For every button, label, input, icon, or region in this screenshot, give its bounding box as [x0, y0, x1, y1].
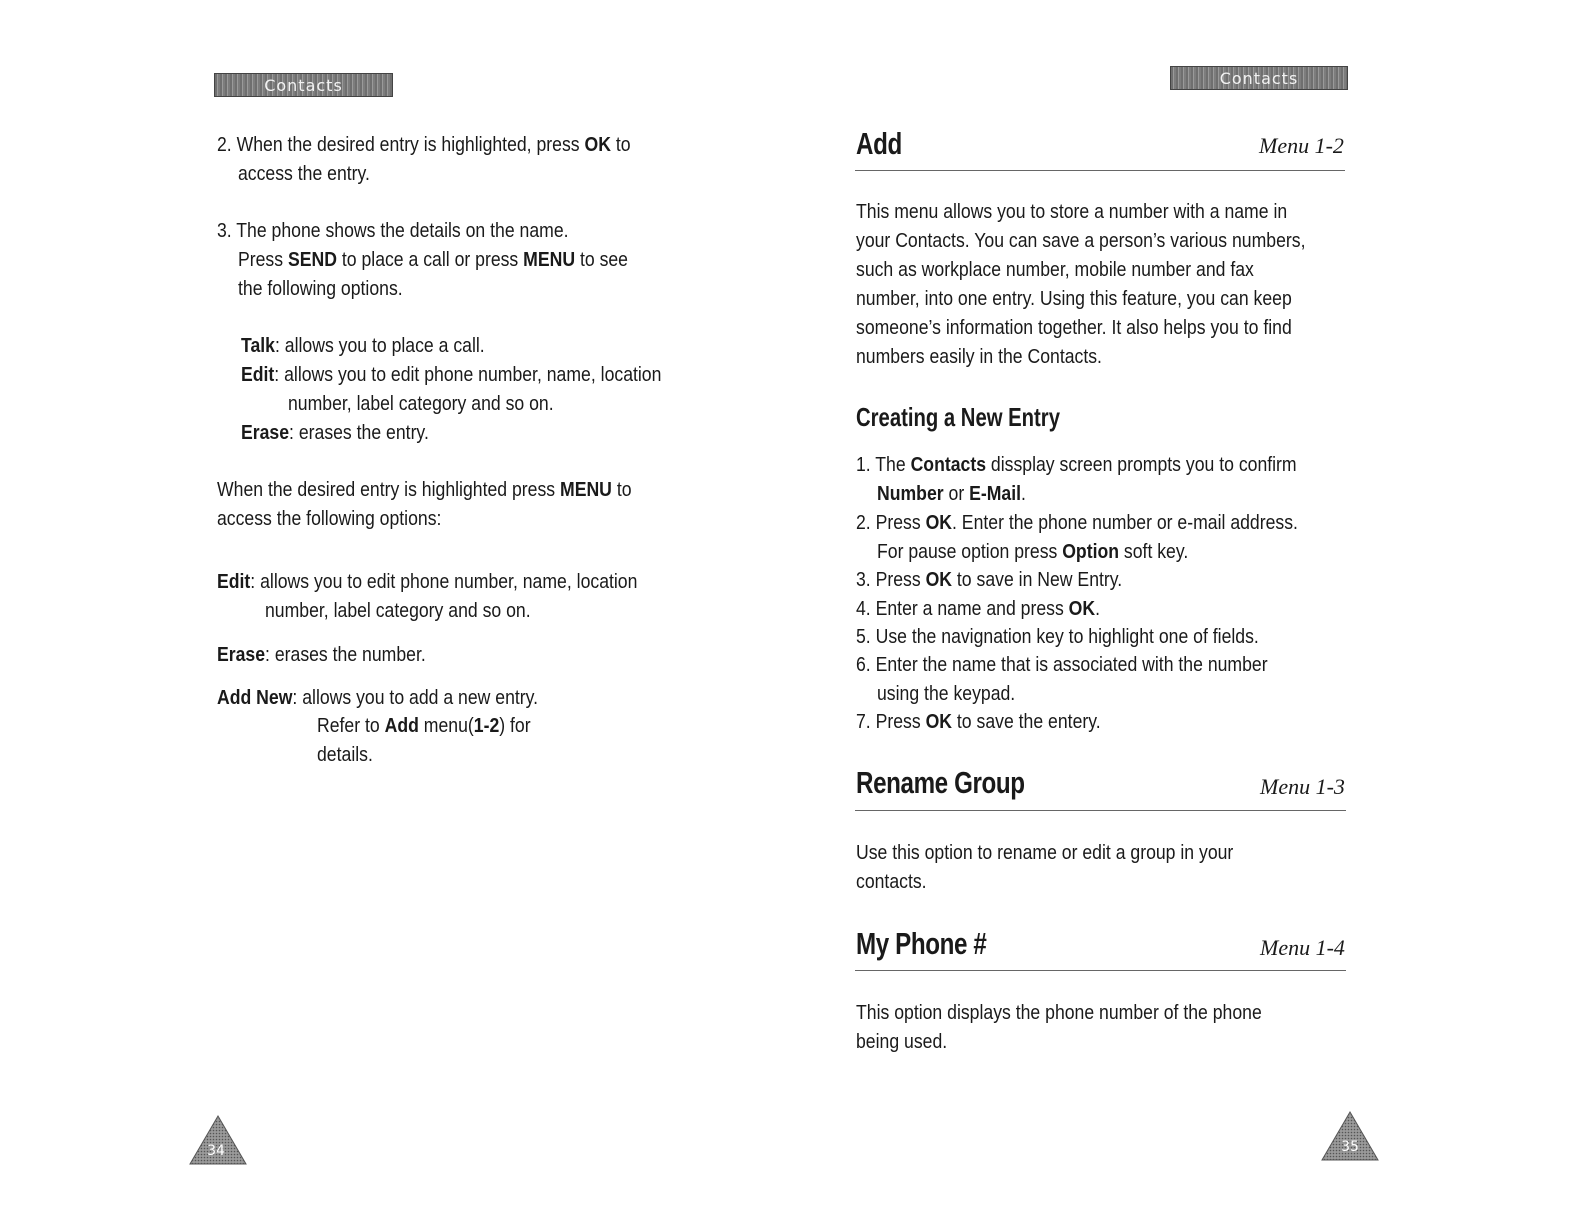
entry-step-2-continued: For pause option press Option soft key. [877, 540, 1189, 563]
step-3-line-1: 3. The phone shows the details on the name. [217, 219, 569, 242]
option-talk: Talk: allows you to place a call. [241, 334, 485, 357]
option2-erase: Erase: erases the number. [217, 643, 426, 666]
rename-body-line-1: Use this option to rename or edit a group in your [856, 841, 1234, 864]
section-tab-contacts [214, 73, 393, 97]
entry-step-4: 4. Enter a name and press OK. [856, 597, 1101, 620]
entry-step-1: 1. The Contacts dissplay screen prompts you to confirm [856, 453, 1297, 476]
entry-step-3: 3. Press OK to save in New Entry. [856, 568, 1123, 591]
heading-add: Add [856, 126, 902, 161]
heading-my-phone: My Phone # [856, 926, 987, 961]
option2-add-new-refer: Refer to Add menu(1-2) for [317, 714, 531, 737]
page-number: 35 [1341, 1139, 1359, 1155]
heading-rule [855, 970, 1346, 971]
option-edit-continued: number, label category and so on. [288, 392, 554, 415]
section-tab-label: Contacts [264, 75, 343, 95]
section-tab-contacts [1170, 66, 1348, 90]
entry-step-2: 2. Press OK. Enter the phone number or e-mail address. [856, 511, 1298, 534]
add-body-line-2: your Contacts. You can save a person’s various numbers, [856, 229, 1306, 252]
menu-ref-my-phone: Menu 1-4 [1260, 935, 1345, 960]
entry-step-5: 5. Use the navignation key to highlight one of fields. [856, 625, 1259, 648]
myphone-body-line-2: being used. [856, 1030, 948, 1053]
page-number-triangle [188, 1114, 248, 1166]
para-2-line-1: When the desired entry is highlighted press MENU to [217, 478, 632, 501]
rename-body-line-2: contacts. [856, 870, 927, 893]
add-body-line-4: number, into one entry. Using this feature, you can keep [856, 287, 1292, 310]
entry-step-7: 7. Press OK to save the entery. [856, 710, 1101, 733]
menu-ref-add: Menu 1-2 [1259, 133, 1344, 158]
menu-ref-rename-group: Menu 1-3 [1260, 774, 1345, 799]
add-body-line-5: someone’s information together. It also helps you to find [856, 316, 1292, 339]
myphone-body-line-1: This option displays the phone number of the phone [856, 1001, 1262, 1024]
heading-rename-group: Rename Group [856, 765, 1025, 800]
heading-creating-new-entry: Creating a New Entry [856, 402, 1060, 432]
entry-step-6-continued: using the keypad. [877, 682, 1016, 705]
page-number: 34 [207, 1143, 225, 1159]
add-body-line-6: numbers easily in the Contacts. [856, 345, 1102, 368]
step-2-line-2: access the entry. [238, 162, 370, 185]
step-3-line-2: Press SEND to place a call or press MENU to see [238, 248, 628, 271]
heading-rule [855, 170, 1345, 171]
option-edit: Edit: allows you to edit phone number, name, location [241, 363, 662, 386]
add-body-line-1: This menu allows you to store a number with a name in [856, 200, 1288, 223]
step-3-line-3: the following options. [238, 277, 403, 300]
step-2-line-1: 2. When the desired entry is highlighted, press OK to [217, 133, 631, 156]
option-erase: Erase: erases the entry. [241, 421, 429, 444]
option2-edit-continued: number, label category and so on. [265, 599, 531, 622]
para-2-line-2: access the following options: [217, 507, 442, 530]
option2-edit: Edit: allows you to edit phone number, name, location [217, 570, 638, 593]
entry-step-6: 6. Enter the name that is associated with the number [856, 653, 1268, 676]
option2-add-new-details: details. [317, 743, 373, 766]
entry-step-1-continued: Number or E-Mail. [877, 482, 1026, 505]
option2-add-new: Add New: allows you to add a new entry. [217, 686, 539, 709]
right-page [789, 0, 1578, 1221]
page-number-triangle [1320, 1110, 1380, 1162]
section-tab-label: Contacts [1219, 68, 1299, 88]
add-body-line-3: such as workplace number, mobile number and fax [856, 258, 1254, 281]
heading-rule [855, 810, 1346, 811]
